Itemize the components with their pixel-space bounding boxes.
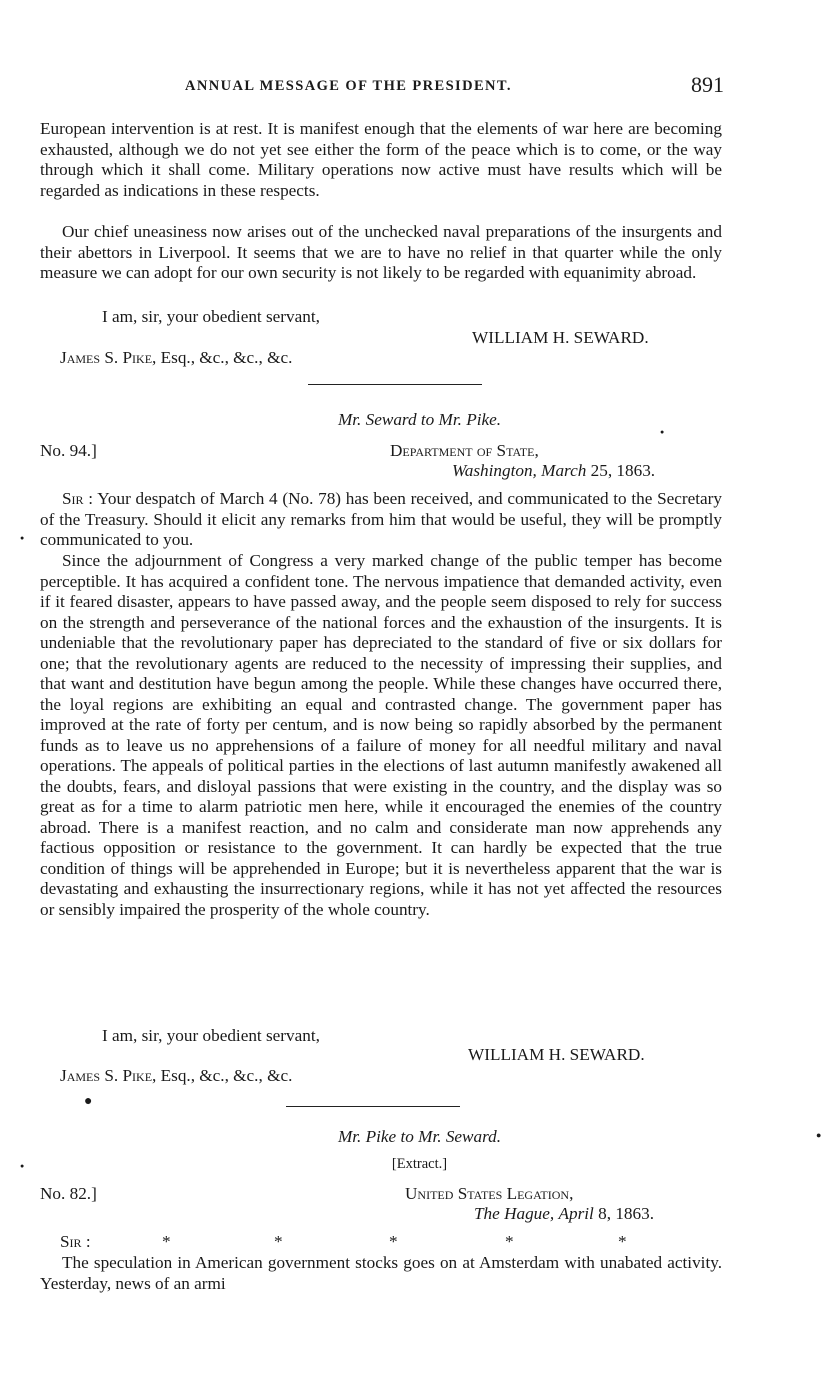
section-divider-1 [308,384,482,385]
letter1-signature: WILLIAM H. SEWARD. [472,328,649,347]
ink-speck: ● [20,534,25,542]
omission-star: * [618,1232,627,1251]
letter1-paragraph-2: Our chief uneasiness now arises out of the unchecked naval preparations of the insurgents and their abettors in Liverpool. It seems that we are to have no relief in that quarter while the only measure we can adopt for our own security is not likely to be regarded with equanimity abroad. [40,222,722,282]
ink-speck: ● [660,428,665,436]
letter3-day: 8, 1863. [598,1204,654,1223]
ink-speck: ● [20,1162,25,1170]
letter2-month: March [541,461,587,480]
letter2-paragraph-1-text: Your despatch of March 4 (No. 78) has been received, and communicated to the Secretary of the Treasury. Should it elicit any remarks from him that would be useful, they will be promptly communicated to you. [40,489,722,549]
letter1-addressee-suffix: , Esq., &c., &c., &c. [152,348,293,367]
letter2-day: 25, 1863. [590,461,656,480]
letter2-place-date [452,461,655,481]
omission-star: * [505,1232,514,1251]
letter2-addressee-suffix: , Esq., &c., &c., &c. [152,1066,293,1085]
letter3-extract-label: [Extract.] [391,1156,448,1172]
letter3-paragraph-1: The speculation in American government stocks goes on at Amsterdam with unabated activity. Yesterday, news of an armi [40,1253,722,1293]
letter2-place: Washington, [452,461,537,480]
ink-speck: ● [84,1094,93,1109]
letter3-place: The Hague, [474,1204,555,1223]
letter1-addressee [60,348,292,368]
letter2-closing: I am, sir, your obedient servant, [102,1026,320,1045]
letter3-number: No. 82.] [40,1184,97,1203]
omission-star: * [162,1232,171,1251]
letter2-department: Department of State, [390,441,539,460]
section-divider-2 [286,1106,460,1107]
letter2-paragraph-1 [40,489,722,551]
letter2-salutation: Sir : [62,489,94,508]
omission-star: * [389,1232,398,1251]
letter3-salutation: Sir : [60,1232,91,1251]
letter3-heading: Mr. Pike to Mr. Seward. [337,1127,502,1146]
letter2-addressee-name: James S. Pike [60,1066,153,1085]
letter3-legation: United States Legation, [405,1184,574,1203]
letter2-paragraph-2: Since the adjournment of Congress a very marked change of the public temper has become perceptible. It has acquired a confident tone. The nervous impatience that demanded activity, even if it feared disaster, appears to have passed away, and the people seem disposed to rely for success on the strength and perseverance of the national forces and the exhaustion of the insurgents. It is undeniable that the revolutionary paper has depreciated to the standard of five or six dollars for one; that the revolutionary agents are reduced to the necessity of impressing their supplies, and that want and destitution have begun among the people. While these changes have occurred there, the loyal regions are exhibiting an equal and contrasted change. The government paper has improved at the rate of forty per centum, and is now being so rapidly absorbed by the permanent funds as to leave us no apprehensions of a failure of money for all needful military and naval operations. The appeals of political parties in the elections of last autumn manifestly awakened all the doubts, fears, and disloyal passions that were existing in the country, and the display was so great as for a time to alarm patriotic men here, while it encouraged the enemies of the country abroad. There is a manifest reaction, and no calm and considerate man now apprehends any factious opposition or resistance to the government. It can hardly be expected that the true condition of things will be apprehended in Europe; but it is nevertheless apparent that the war is devastating and exhausting the insurrectionary regions, while it has not yet affected the resources or sensibly impaired the prosperity of the whole country. [40,551,722,919]
page-header [40,74,724,100]
page-number: 891 [691,72,724,97]
letter3-place-date [474,1204,654,1224]
letter2-addressee [60,1066,292,1086]
letter2-number: No. 94.] [40,441,97,460]
omission-star: * [274,1232,283,1251]
letter3-month: April [558,1204,594,1223]
letter1-addressee-name: James S. Pike [60,348,153,367]
letter2-heading: Mr. Seward to Mr. Pike. [337,410,502,429]
letter2-signature: WILLIAM H. SEWARD. [468,1045,645,1064]
letter1-closing: I am, sir, your obedient servant, [102,307,320,326]
running-head: ANNUAL MESSAGE OF THE PRESIDENT. [185,78,512,94]
ink-speck: ● [816,1130,822,1140]
letter1-paragraph-1: European intervention is at rest. It is manifest enough that the elements of war here are becoming exhausted, although we do not yet see either the form of the peace which is to come, or the way through which it shall come. Military operations now active must have results which will be regarded as indications in these respects. [40,119,722,200]
